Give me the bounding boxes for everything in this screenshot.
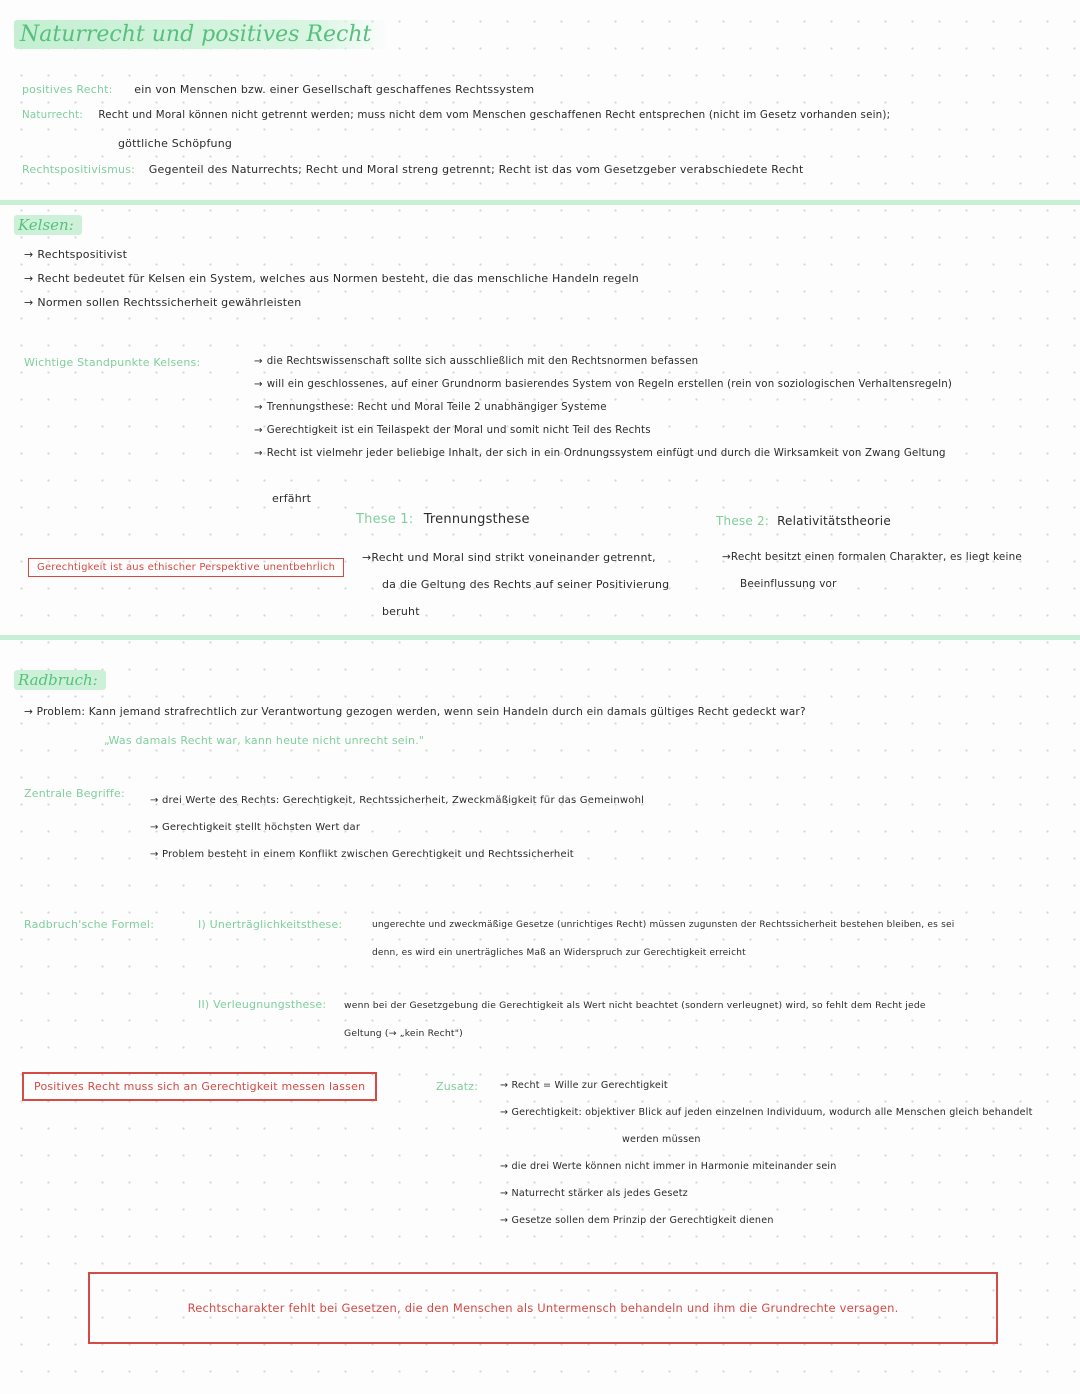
these1-title: Trennungsthese <box>423 512 530 527</box>
these1-line: →Recht und Moral sind strikt voneinander getrennt, <box>362 551 656 564</box>
f1-label: I) Unerträglichkeitsthese: <box>198 918 343 931</box>
list-item: → Gesetze sollen dem Prinzip der Gerechtigkeit dienen <box>500 1215 774 1226</box>
these1-heading <box>356 512 530 527</box>
begriffe-label: Zentrale Begriffe: <box>24 787 125 800</box>
kelsen-heading: Kelsen: <box>14 215 82 235</box>
these1-body <box>362 544 669 625</box>
list-item: → Gerechtigkeit: objektiver Blick auf jeden einzelnen Individuum, wodurch alle Menschen gleich behandelt <box>500 1107 1033 1118</box>
gerechtigkeit-note-box: Gerechtigkeit ist aus ethischer Perspektive unentbehrlich <box>28 558 344 577</box>
begriffe-list <box>150 787 644 868</box>
arrow-icon: → <box>500 1161 509 1172</box>
f1-text-continued: denn, es wird ein unerträgliches Maß an Widerspruch zur Gerechtigkeit erreicht <box>372 948 746 958</box>
f2-text: wenn bei der Gesetzgebung die Gerechtigkeit als Wert nicht beachtet (sondern verleugnet) wird, so fehlt dem Recht jede <box>344 1000 926 1011</box>
arrow-icon: → <box>500 1215 509 1226</box>
definition-positives-recht <box>22 82 534 97</box>
standpunkte-continued: erfährt <box>272 492 312 505</box>
f2-label: II) Verleugnungsthese: <box>198 998 327 1011</box>
arrow-icon: → <box>150 822 159 833</box>
rechtscharakter-box <box>88 1272 998 1344</box>
list-item: → Gerechtigkeit stellt höchsten Wert dar <box>150 822 361 833</box>
list-item: → Trennungsthese: Recht und Moral Teile 2 unabhängiger Systeme <box>254 402 607 413</box>
standpunkte-label: Wichtige Standpunkte Kelsens: <box>24 356 201 369</box>
arrow-icon: → <box>254 425 263 436</box>
list-item: → Recht = Wille zur Gerechtigkeit <box>500 1080 668 1091</box>
radbruch-quote: „Was damals Recht war, kann heute nicht unrecht sein." <box>104 734 425 747</box>
positives-recht-text: ein von Menschen bzw. einer Gesellschaft geschaffenes Rechtssystem <box>134 83 535 96</box>
list-item: → Gerechtigkeit ist ein Teilaspekt der Moral und somit nicht Teil des Rechts <box>254 425 651 436</box>
positives-recht-box: Positives Recht muss sich an Gerechtigkeit messen lassen <box>22 1072 377 1101</box>
these2-label: These 2: <box>716 514 770 528</box>
list-item: → Naturrecht stärker als jedes Gesetz <box>500 1188 688 1199</box>
these1-line: beruht <box>382 605 420 618</box>
definition-naturrecht <box>22 108 890 123</box>
f2-text-continued: Geltung (→ „kein Recht") <box>344 1028 463 1039</box>
naturrecht-label: Naturrecht: <box>22 109 83 121</box>
these2-heading <box>716 514 891 528</box>
zusatz-label: Zusatz: <box>436 1080 479 1093</box>
arrow-icon: → <box>254 379 263 390</box>
these2-line: Beeinflussung vor <box>740 578 837 590</box>
standpunkte-list <box>254 356 952 469</box>
rechtscharakter-text: Rechtscharakter fehlt bei Gesetzen, die den Menschen als Untermensch behandeln und ihm die Grundrechte versagen. <box>187 1301 899 1315</box>
arrow-icon: → <box>24 248 34 261</box>
section-divider <box>0 635 1080 640</box>
definition-rechtspositivismus <box>22 162 804 177</box>
list-item: → die drei Werte können nicht immer in Harmonie miteinander sein <box>500 1161 837 1172</box>
naturrecht-text-continued: göttliche Schöpfung <box>118 137 233 150</box>
page-title: Naturrecht und positives Recht <box>14 20 389 49</box>
zusatz-continued: werden müssen <box>622 1134 701 1145</box>
list-item: → will ein geschlossenes, auf einer Grundnorm basierendes System von Regeln erstellen (rein von soziologischen Verhaltensregeln) <box>254 379 953 390</box>
list-item: → Recht bedeutet für Kelsen ein System, welches aus Normen besteht, die das menschliche Handeln regeln <box>24 272 639 285</box>
these2-line: →Recht besitzt einen formalen Charakter, es liegt keine <box>722 551 1022 563</box>
radbruch-problem: → Problem: Kann jemand strafrechtlich zur Verantwortung gezogen werden, wenn sein Handeln durch ein damals gültiges Recht gedeckt war? <box>24 706 806 718</box>
list-item: → drei Werte des Rechts: Gerechtigkeit, Rechtssicherheit, Zweckmäßigkeit für das Gemeinwohl <box>150 795 645 806</box>
list-item: → die Rechtswissenschaft sollte sich ausschließlich mit den Rechtsnormen befassen <box>254 356 699 367</box>
arrow-icon: → <box>722 551 731 563</box>
list-item: → Recht ist vielmehr jeder beliebige Inhalt, der sich in ein Ordnungssystem einfügt und durch die Wirksamkeit von Zwang Geltung <box>254 448 946 459</box>
arrow-icon: → <box>24 706 34 718</box>
arrow-icon: → <box>150 795 159 806</box>
arrow-icon: → <box>24 296 34 309</box>
these1-label: These 1: <box>356 512 414 527</box>
arrow-icon: → <box>500 1107 509 1118</box>
section-divider <box>0 200 1080 205</box>
arrow-icon: → <box>24 272 34 285</box>
rechtspositivismus-label: Rechtspositivismus: <box>22 163 136 176</box>
list-item: → Rechtspositivist <box>24 248 128 261</box>
arrow-icon: → <box>254 402 263 413</box>
arrow-icon: → <box>254 356 263 367</box>
list-item: → Problem besteht in einem Konflikt zwischen Gerechtigkeit und Rechtssicherheit <box>150 849 574 860</box>
these2-body <box>722 544 1022 598</box>
arrow-icon: → <box>500 1188 509 1199</box>
arrow-icon: → <box>362 551 372 564</box>
f1-text: ungerechte und zweckmäßige Gesetze (unrichtiges Recht) müssen zugunsten der Rechtssicherheit bestehen bleiben, es sei <box>372 920 955 930</box>
arrow-icon: → <box>150 849 159 860</box>
kelsen-list <box>24 248 639 320</box>
these1-line: da die Geltung des Rechts auf seiner Positivierung <box>382 578 670 591</box>
naturrecht-text: Recht und Moral können nicht getrennt werden; muss nicht dem vom Menschen geschaffenen Recht entsprechen (nicht im Gesetz vorhanden sein); <box>98 109 891 121</box>
arrow-icon: → <box>254 448 263 459</box>
positives-recht-label: positives Recht: <box>22 83 113 96</box>
rechtspositivismus-text: Gegenteil des Naturrechts; Recht und Moral streng getrennt; Recht ist das vom Gesetzgeber verabschiedete Recht <box>148 163 804 176</box>
formel-label: Radbruch'sche Formel: <box>24 918 155 931</box>
zusatz-list <box>500 1080 1033 1242</box>
these2-title: Relativitätstheorie <box>777 514 891 528</box>
arrow-icon: → <box>500 1080 509 1091</box>
radbruch-heading: Radbruch: <box>14 670 106 690</box>
list-item: → Normen sollen Rechtssicherheit gewährleisten <box>24 296 302 309</box>
